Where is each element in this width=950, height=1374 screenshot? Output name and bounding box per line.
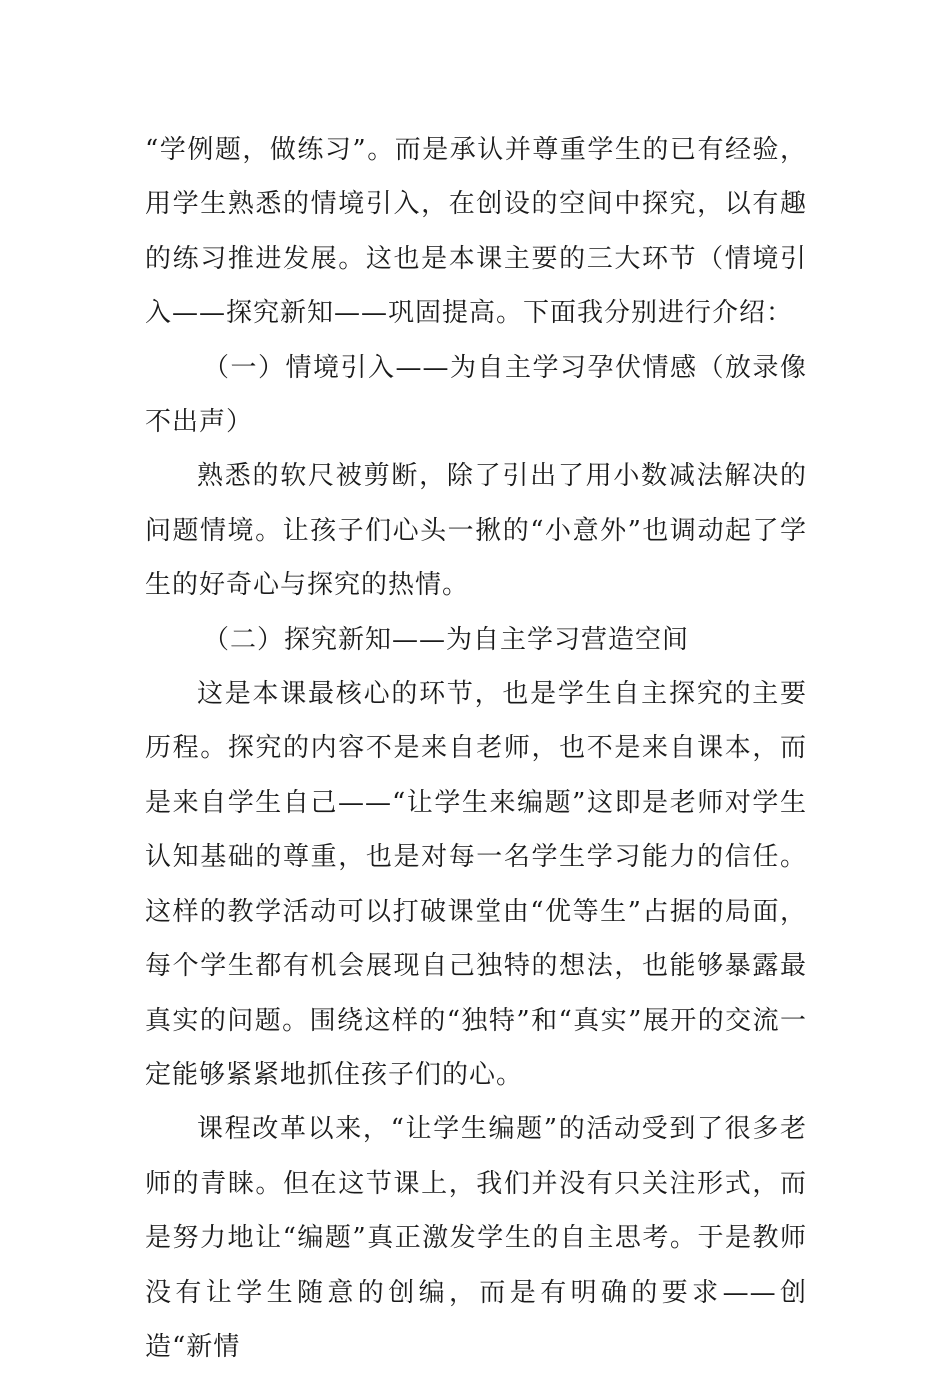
- paragraph: 课程改革以来，“让学生编题”的活动受到了很多老师的青睐。但在这节课上，我们并没有只关注形式，而是努力地让“编题”真正激发学生的自主思考。于是教师没有让学生随意的创编，而是有明确的要求——创造“新情: [145, 1114, 807, 1362]
- paragraph: 熟悉的软尺被剪断，除了引出了用小数减法解决的问题情境。让孩子们心头一揪的“小意外”也调动起了学生的好奇心与探究的热情。: [145, 461, 807, 601]
- paragraph: 这是本课最核心的环节，也是学生自主探究的主要历程。探究的内容不是来自老师，也不是来自课本，而是来自学生自己——“让学生来编题”这即是老师对学生认知基础的尊重，也是对每一名学生学习能力的信任。这样的教学活动可以打破课堂由“优等生”占据的局面，每个学生都有机会展现自己独特的想法，也能够暴露最真实的问题。围绕这样的“独特”和“真实”展开的交流一定能够紧紧地抓住孩子们的心。: [145, 679, 807, 1090]
- document-body: [145, 123, 807, 1374]
- section-heading-two: （二）探究新知——为自主学习营造空间: [203, 624, 690, 655]
- paragraph-continuation: “学例题，做练习”。而是承认并尊重学生的已有经验，用学生熟悉的情境引入，在创设的空间中探究，以有趣的练习推进发展。这也是本课主要的三大环节（情境引入——探究新知——巩固提高。下面我分别进行介绍：: [145, 135, 807, 329]
- section-heading-one: （一）情境引入——为自主学习孕伏情感（放录像不出声）: [145, 352, 807, 438]
